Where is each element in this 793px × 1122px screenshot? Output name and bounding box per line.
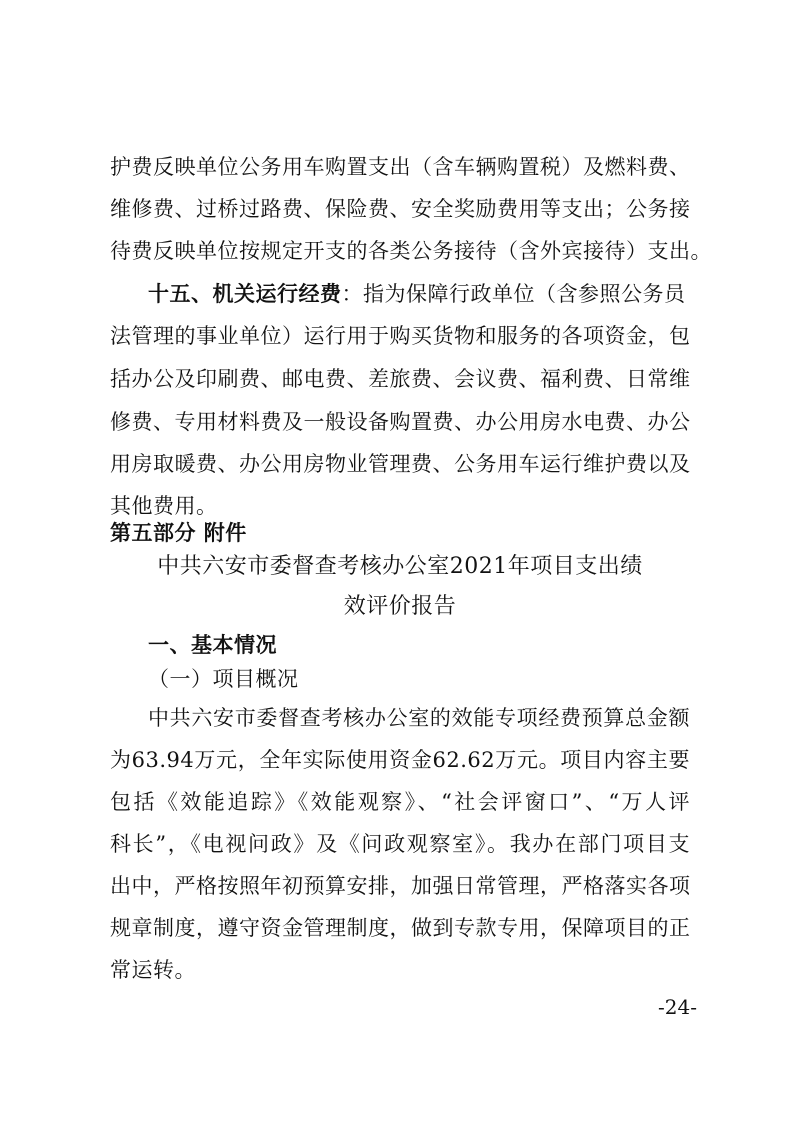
body-text-line: 常运转。 bbox=[110, 958, 196, 982]
definition-paragraph-first-line bbox=[148, 279, 690, 309]
subheading-project-overview: （一）项目概况 bbox=[148, 667, 299, 691]
section-heading: 第五部分 附件 bbox=[110, 521, 247, 545]
body-text-line: 用房取暖费、办公用房物业管理费、公务用车运行维护费以及 bbox=[110, 452, 691, 476]
body-text-line: 维修费、过桥过路费、保险费、安全奖励费用等支出；公务接 bbox=[110, 197, 691, 221]
body-text-line: 法管理的事业单位）运行用于购买货物和服务的各项资金，包 bbox=[110, 324, 691, 348]
body-text-line: 护费反映单位公务用车购置支出（含车辆购置税）及燃料费、 bbox=[110, 155, 691, 179]
body-text-line: 其他费用。 bbox=[110, 494, 218, 518]
definition-term: 十五、机关运行经费 bbox=[148, 282, 342, 306]
body-text-line: 括办公及印刷费、邮电费、差旅费、会议费、福利费、日常维 bbox=[110, 367, 691, 391]
body-text-line: 待费反映单位按规定开支的各类公务接待（含外宾接待）支出。 bbox=[110, 239, 712, 263]
heading-basic-info: 一、基本情况 bbox=[148, 633, 277, 657]
body-text-line: 修费、专用材料费及一般设备购置费、办公用房水电费、办公 bbox=[110, 410, 691, 434]
page-number: -24- bbox=[658, 995, 697, 1019]
body-text-line: 为63.94万元，全年实际使用资金62.62万元。项目内容主要 bbox=[110, 748, 690, 772]
report-title-line: 效评价报告 bbox=[343, 594, 457, 619]
body-text-line: 规章制度，遵守资金管理制度，做到专款专用，保障项目的正 bbox=[110, 916, 691, 940]
body-text-line: 出中，严格按照年初预算安排，加强日常管理，严格落实各项 bbox=[110, 874, 691, 898]
body-text-line: 中共六安市委督查考核办公室的效能专项经费预算总金额 bbox=[148, 706, 690, 730]
body-text-line: 科长”，《电视问政》及《问政观察室》。我办在部门项目支 bbox=[110, 832, 690, 856]
report-title-line: 中共六安市委督查考核办公室2021年项目支出绩 bbox=[157, 554, 643, 579]
body-text-line: 包括《效能追踪》《效能观察》、“社会评窗口”、“万人评 bbox=[110, 790, 690, 814]
definition-text: ：指为保障行政单位（含参照公务员 bbox=[341, 282, 686, 306]
